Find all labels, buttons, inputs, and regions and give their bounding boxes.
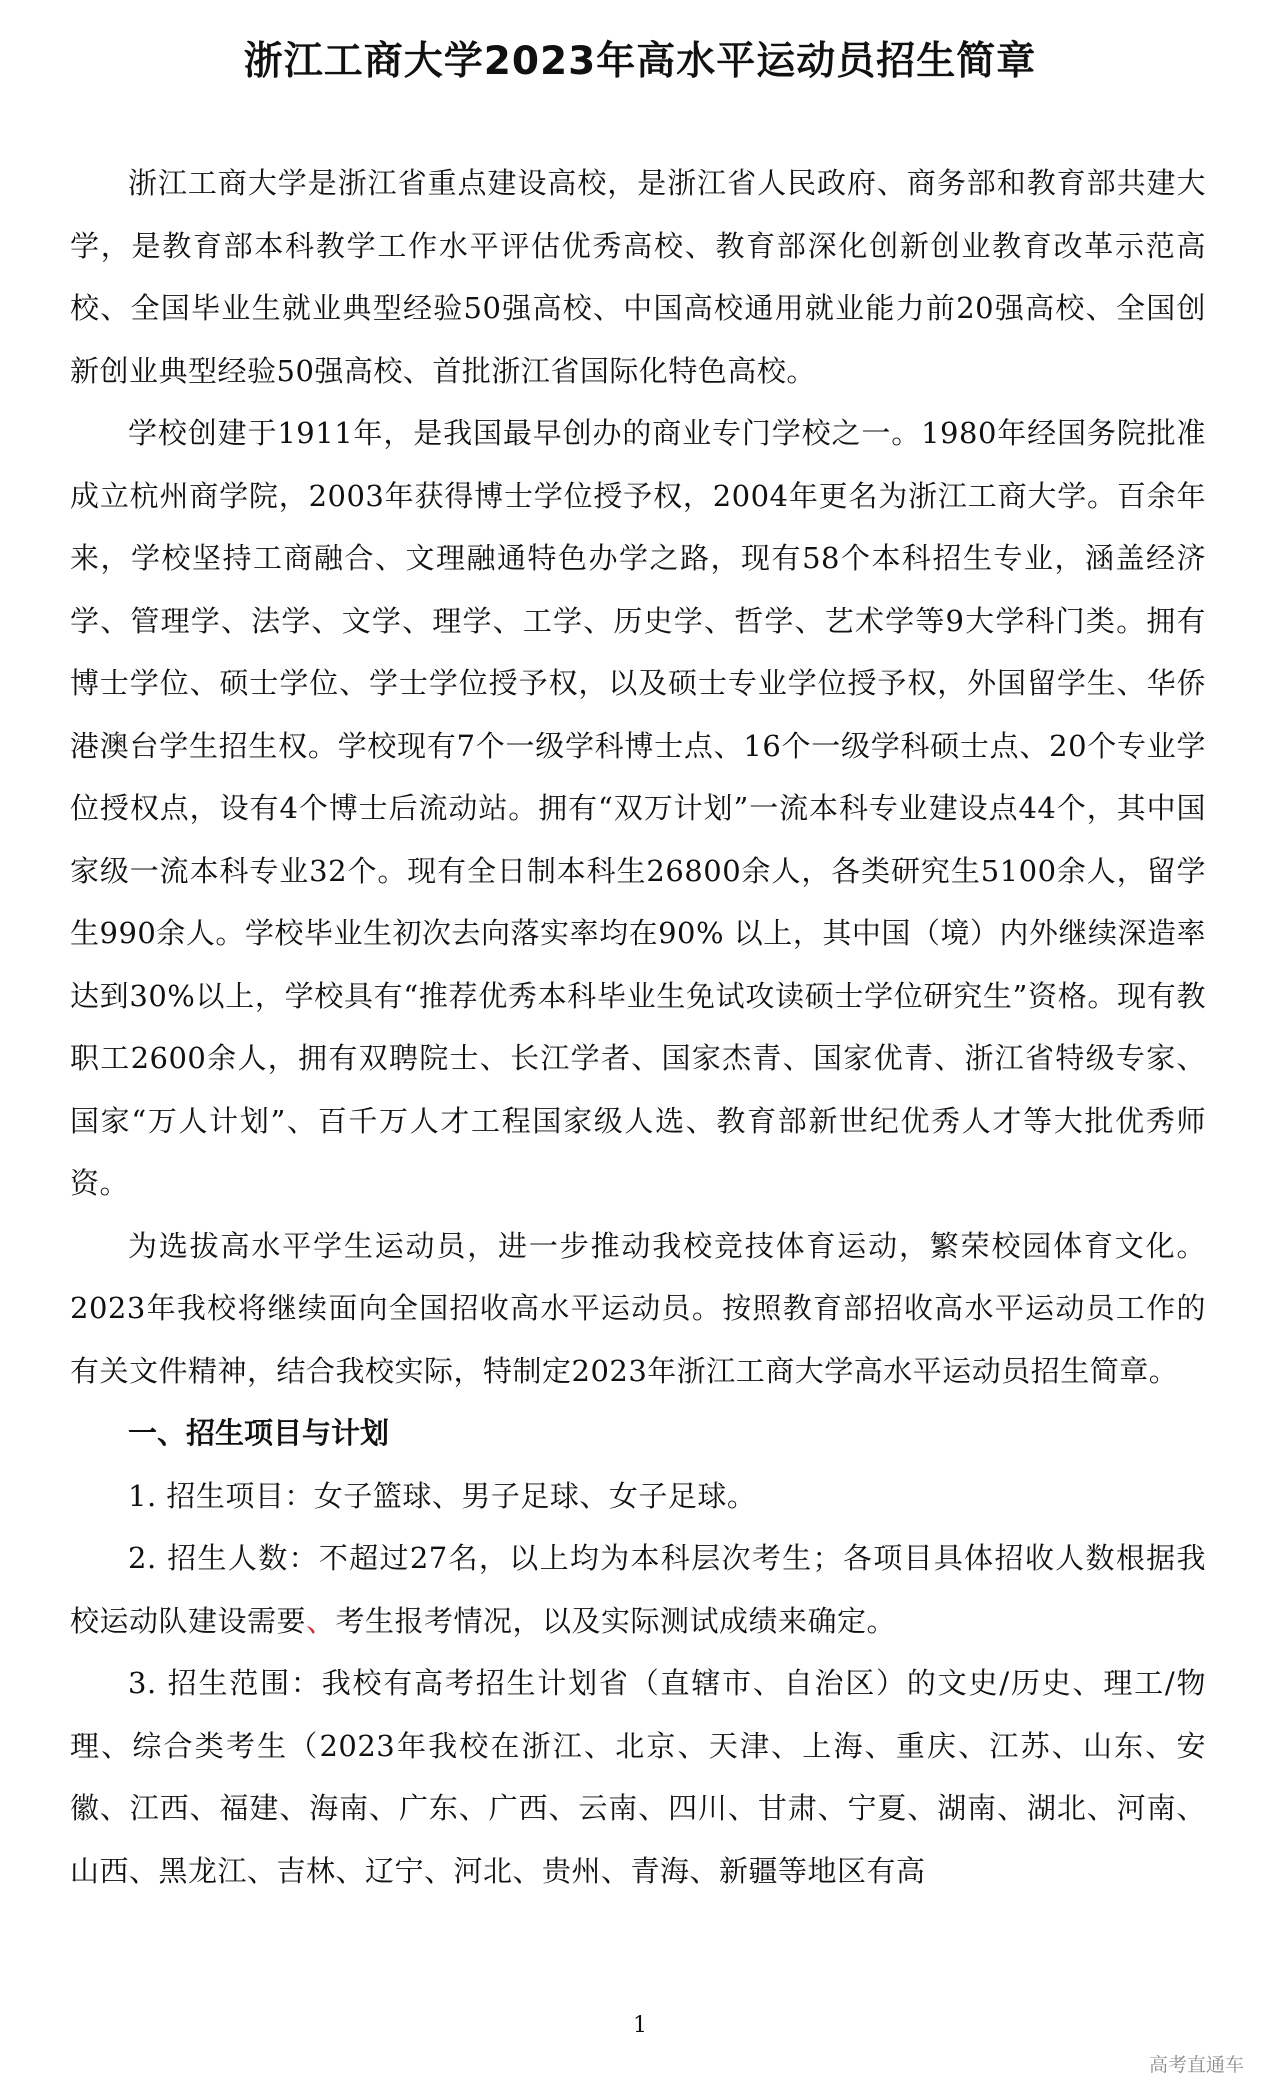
- page-number: 1: [633, 2013, 647, 2038]
- document-title: 浙江工商大学2023年高水平运动员招生简章: [243, 39, 1037, 84]
- section-heading: 一、招生项目与计划: [128, 1416, 390, 1450]
- list-item-projects: 1. 招生项目：女子篮球、男子足球、女子足球。: [128, 1478, 757, 1513]
- list-item-scope: 3. 招生范围：我校有高考招生计划省（直辖市、自治区）的文史/历史、理工/物理、综合类考生（2023年我校在浙江、北京、天津、上海、重庆、江苏、山东、安徽、江西、福建、海南、广东、广西、云南、四川、甘肃、宁夏、湖南、湖北、河南、山西、黑龙江、吉林、辽宁、河北、贵州、青海、新疆等地区有高: [70, 1666, 1206, 1888]
- document-body: [70, 152, 1206, 1902]
- quota-text-end: 考生报考情况，以及实际测试成绩来确定。: [335, 1603, 897, 1638]
- history-paragraph: 学校创建于1911年，是我国最早创办的商业专门学校之一。1980年经国务院批准成立杭州商学院，2003年获得博士学位授予权，2004年更名为浙江工商大学。百余年来，学校坚持工商融合、文理融通特色办学之路，现有58个本科招生专业，涵盖经济学、管理学、法学、文学、理学、工学、历史学、哲学、艺术学等9大学科门类。拥有博士学位、硕士学位、学士学位授予权，以及硕士专业学位授予权，外国留学生、华侨港澳台学生招生权。学校现有7个一级学科博士点、16个一级学科硕士点、20个专业学位授权点，设有4个博士后流动站。拥有“双万计划”一流本科专业建设点44个，其中国家级一流本科专业32个。现有全日制本科生26800余人，各类研究生5100余人，留学生990余人。学校毕业生初次去向落实率均在90% 以上，其中国（境）内外继续深造率达到30%以上，学校具有“推荐优秀本科毕业生免试攻读硕士学位研究生”资格。现有教职工2600余人，拥有双聘院士、长江学者、国家杰青、国家优青、浙江省特级专家、国家“万人计划”、百千万人才工程国家级人选、教育部新世纪优秀人才等大批优秀师资。: [70, 416, 1206, 1200]
- quota-text-start: 2. 招生人数：不超过27名，以上均为本科层次考生；各项目具体招收人数根据我校运动队建设需要: [70, 1541, 1206, 1638]
- watermark: 高考直通车: [1148, 2054, 1244, 2076]
- purpose-paragraph: 为选拔高水平学生运动员，进一步推动我校竞技体育运动，繁荣校园体育文化。2023年我校将继续面向全国招收高水平运动员。按照教育部招收高水平运动员工作的有关文件精神，结合我校实际，特制定2023年浙江工商大学高水平运动员招生简章。: [70, 1228, 1206, 1388]
- intro-paragraph: 浙江工商大学是浙江省重点建设高校，是浙江省人民政府、商务部和教育部共建大学，是教育部本科教学工作水平评估优秀高校、教育部深化创新创业教育改革示范高校、全国毕业生就业典型经验50强高校、中国高校通用就业能力前20强高校、全国创新创业典型经验50强高校、首批浙江省国际化特色高校。: [70, 166, 1206, 388]
- quota-red-mark: 、: [306, 1603, 336, 1638]
- list-item-quota: [70, 1527, 1206, 1652]
